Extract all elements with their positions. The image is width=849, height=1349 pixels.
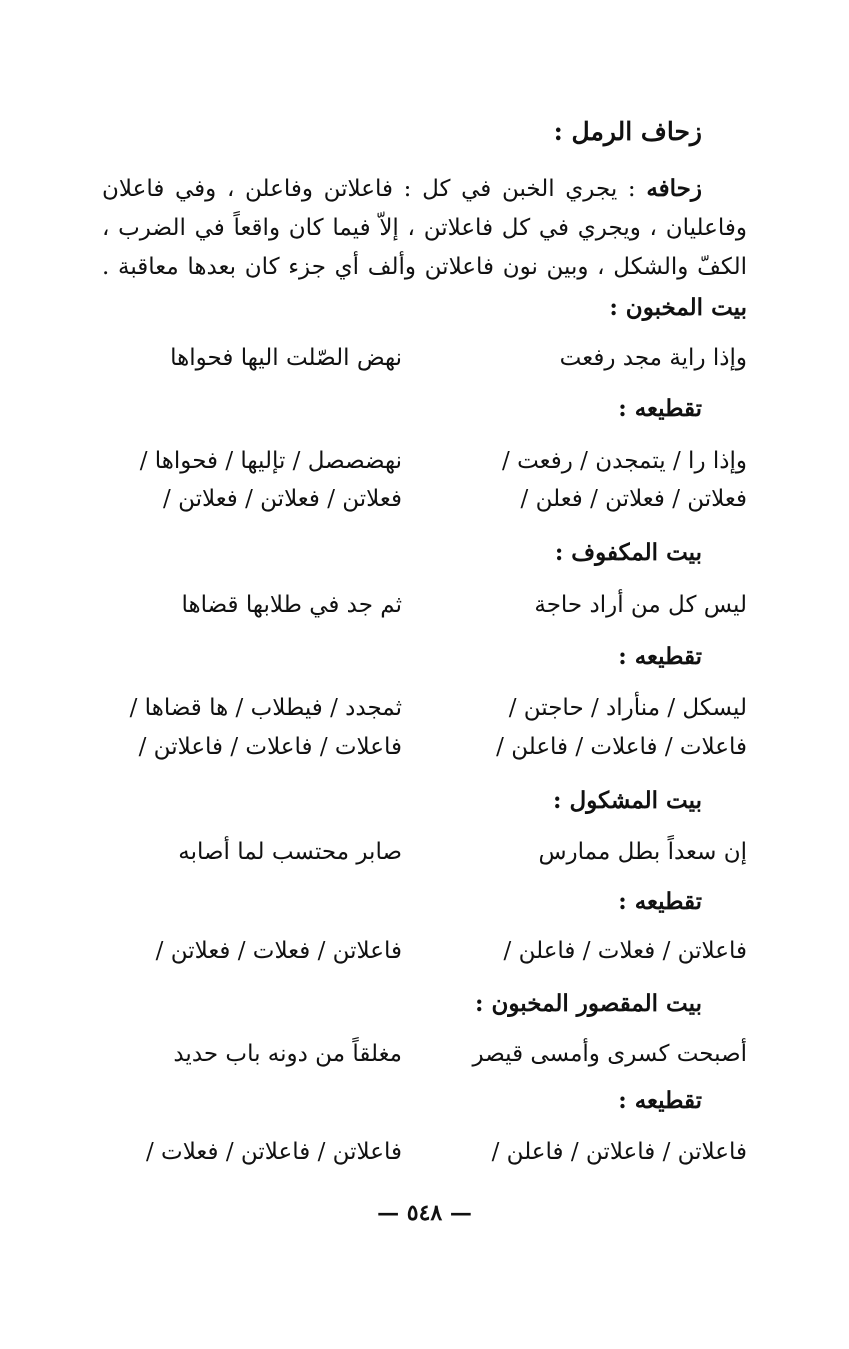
section-2-scansion-row-2-right: فاعلات / فاعلات / فاعلن / xyxy=(496,734,747,760)
section-4-scansion-row-1-left: فاعلاتن / فاعلاتن / فعلات / xyxy=(146,1139,402,1165)
section-3-scansion-row-1-left: فاعلاتن / فعلات / فعلاتن / xyxy=(155,938,402,964)
section-2-scansion-row-1-right: ليسكل / منأراد / حاجتن / xyxy=(508,695,747,721)
section-1-scansion-row-2 xyxy=(102,482,747,516)
section-4-verse xyxy=(102,1037,747,1071)
section-1-verse-first-hemistich: وإذا راية مجد رفعت xyxy=(559,345,747,371)
section-4-scansion-row-1 xyxy=(102,1135,747,1169)
section-3-scansion-row-1 xyxy=(102,934,747,968)
section-2-verse xyxy=(102,588,747,622)
section-1-scansion-row-2-left: فعلاتن / فعلاتن / فعلاتن / xyxy=(163,486,402,512)
section-4-verse-first-hemistich: أصبحت كسرى وأمسى قيصر xyxy=(472,1041,747,1067)
intro-line-1 xyxy=(102,172,747,206)
section-3-scansion-label: تقطيعه : xyxy=(618,888,702,915)
intro-line-2: وفاعليان ، ويجري في كل فاعلاتن ، إلاّ فيما كان واقعاً في الضرب ، xyxy=(102,215,747,241)
section-3-verse-first-hemistich: إن سعداً بطل ممارس xyxy=(538,839,747,865)
section-1-scansion-label: تقطيعه : xyxy=(618,395,702,422)
section-1-scansion-row-1-left: نهضصصل / تإليها / فحواها / xyxy=(139,448,402,474)
section-3-verse xyxy=(102,835,747,869)
section-1-scansion-row-2-right: فعلاتن / فعلاتن / فعلن / xyxy=(520,486,747,512)
section-2-scansion-row-2 xyxy=(102,730,747,764)
section-4-title: بيت المقصور المخبون : xyxy=(475,990,702,1017)
intro-line-3: الكفّ والشكل ، وبين نون فاعلاتن وألف أي جزء كان بعدها معاقبة . xyxy=(102,254,747,280)
section-3-title: بيت المشكول : xyxy=(553,787,702,814)
section-1-scansion-row-1 xyxy=(102,444,747,478)
section-title: زحاف الرمل : xyxy=(553,117,702,146)
section-1-verse xyxy=(102,341,747,375)
section-4-verse-second-hemistich: مغلقاً من دونه باب حديد xyxy=(173,1041,402,1067)
section-2-verse-second-hemistich: ثم جد في طلابها قضاها xyxy=(181,592,402,618)
section-3-verse-second-hemistich: صابر محتسب لما أصابه xyxy=(178,839,402,865)
section-2-verse-first-hemistich: ليس كل من أراد حاجة xyxy=(534,592,747,618)
section-2-title: بيت المكفوف : xyxy=(554,539,702,566)
section-1-verse-second-hemistich: نهض الصّلت اليها فحواها xyxy=(170,345,402,371)
page-number: — ٥٤٨ — xyxy=(377,1200,472,1226)
section-2-scansion-row-1-left: ثمجدد / فيطلاب / ها قضاها / xyxy=(129,695,402,721)
section-1-title: بيت المخبون : xyxy=(609,294,747,321)
section-3-scansion-row-1-right: فاعلاتن / فعلات / فاعلن / xyxy=(503,938,747,964)
section-1-scansion-row-1-right: وإذا را / يتمجدن / رفعت / xyxy=(502,448,747,474)
section-2-scansion-row-1 xyxy=(102,691,747,725)
section-4-scansion-label: تقطيعه : xyxy=(618,1087,702,1114)
section-2-scansion-label: تقطيعه : xyxy=(618,643,702,670)
intro-line-1-text: : يجري الخبن في كل : فاعلاتن وفاعلن ، وفي فاعلان xyxy=(102,176,636,202)
section-4-scansion-row-1-right: فاعلاتن / فاعلاتن / فاعلن / xyxy=(491,1139,747,1165)
section-2-scansion-row-2-left: فاعلات / فاعلات / فاعلاتن / xyxy=(138,734,402,760)
intro-lead: زحافه xyxy=(646,175,702,202)
